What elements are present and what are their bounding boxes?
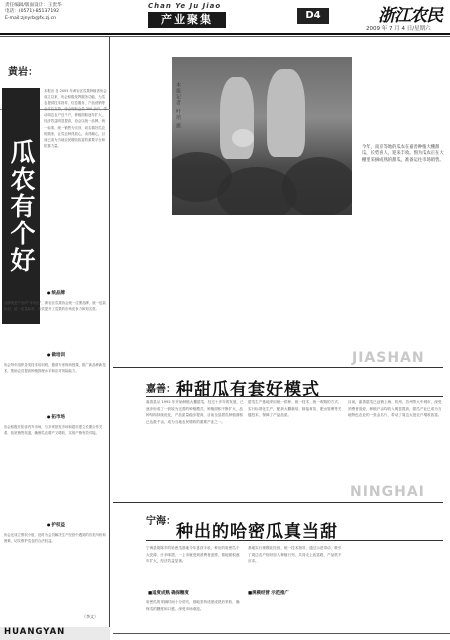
melon-photo	[172, 57, 352, 215]
left-subhead-4: ● 护权益	[34, 522, 78, 530]
left-region-tag: 黄岩：	[8, 67, 38, 78]
photo-credit: 本报记者 叶培 摄	[175, 82, 181, 130]
footer-rule	[113, 633, 450, 634]
left-text-4: 协会还成立维权小组，及时为会员解决生产经营中遇到的各类纠纷和困难，切实维护瓜农的合法权益。	[4, 533, 106, 544]
left-byline: （李文）	[82, 614, 98, 619]
responsible-editor: 责任编辑/版面设计：王贵华	[5, 3, 62, 8]
story1-kicker: JIASHAN	[352, 350, 425, 366]
story2-col-2: 基地实行规模化经营，统一技术指导，通过示范带动，吸引了周边农户纷纷加入种植行列，共同走上致富路，产品供不应求。	[248, 546, 342, 564]
left-text-2: 协会每年组织各类技术培训班，邀请专家现场授课，推广新品种新技术，帮助会员提高种植管理水平和应对风险能力。	[4, 363, 106, 374]
story2-rule	[113, 502, 443, 503]
issue-date: 2009 年 7 月 4 日/星期六	[366, 26, 431, 32]
left-subhead-3: ● 拓市场	[34, 414, 78, 422]
story2-headline-rule	[146, 540, 443, 541]
story2-headline: 种出的哈密瓜真当甜	[176, 522, 338, 542]
story2-col-3	[348, 545, 444, 631]
story1-headline-rule	[146, 396, 443, 397]
story2-subhead-2: ■ 规模经营 示范推广	[248, 590, 289, 596]
left-text-3: 协会积极开拓省内外市场，与多家批发市场和超市建立长期合作关系，拓宽销售渠道，确保瓜农增产又增收，实现产销有效对接。	[4, 425, 103, 436]
page-header	[0, 0, 450, 34]
story2-col-1b: 哈密瓜的采摘时间十分讲究，基地坚持适度成熟后采收，确保瓜的糖度和口感，深受市场欢迎。	[146, 600, 240, 611]
left-footer-label: HUANGYAN	[4, 627, 66, 637]
story1-col-1: 嘉善县从 1992 年开始种植大棚甜瓜，经过十多年的发展，已逐步形成了一套较为完善的种植模式，种植面积不断扩大，品种结构持续优化，产品质量稳步提高，目前全县甜瓜种植面积已达数千亩，成为当地农民增收的重要产业之一。	[146, 400, 244, 424]
story1-col-3: 目前，嘉善甜瓜已远销上海、杭州、苏州等大中城市，深受消费者喜爱，种植户亩均收入明显提高，甜瓜产业已成为当地特色农业的一张金名片，带动了周边大批农户增收致富。	[348, 400, 442, 418]
story1-region: 嘉善：	[146, 384, 176, 395]
photo-caption: 今年，南京等地的瓜农在嘉善种植大棚甜瓜，长势喜人，迎来丰收。图为瓜农正在大棚里采摘成熟的甜瓜，准备运往市场销售。	[362, 145, 444, 163]
left-headline	[2, 88, 40, 324]
section-name: 产业聚集	[148, 12, 226, 28]
story2-region: 宁海：	[146, 516, 176, 527]
left-headline-line1: 瓜农有个好	[7, 138, 36, 274]
story2-kicker: NINGHAI	[350, 484, 425, 500]
left-intro-text: 本报讯 自 2005 年黄岩区瓜果种植者协会成立以来，协会积极发挥服务功能，为瓜农提供技术指导、信息服务、产品营销等全方位支持，协会现有会员 300 余户，带动周边农户近千户，种植面积逐年扩大，经济效益明显提高，协会以统一品牌、统一标准、统一销售为宗旨，切实做好瓜农的娘家，让瓜农种得放心，卖得顺心，目前已成为当地农民增收致富的重要平台和依靠力量。	[44, 89, 107, 148]
left-text-1: 品牌就是产品的“身份证”，黄岩区瓜果协会统一注册品牌，统一包装标识，统一质量标准，有效提升了瓜果的市场竞争力和知名度。	[4, 301, 106, 312]
left-footer	[0, 627, 110, 640]
left-subhead-2: ● 做培训	[34, 352, 78, 360]
masthead: 浙江农民	[378, 6, 442, 26]
story1-headline: 种甜瓜有套好模式	[176, 380, 320, 400]
header-rule	[0, 33, 450, 35]
section-pinyin: Chan Ye Ju Jiao	[148, 2, 222, 10]
editor-info	[5, 3, 62, 22]
header-subrule	[0, 36, 450, 37]
email: E-mail:zjnyrb@fx.zj.cn	[5, 15, 57, 21]
story2-subhead-1: ■ 适度成熟 确保糖度	[148, 590, 189, 596]
story2-col-1: 宁海县胡陈乡的哈密瓜基地今年喜获丰收，种出的哈密瓜个大皮薄、汁多味甜，一上市就受到消费者追捧，基地面积逐年扩大，经济效益显著。	[146, 546, 240, 564]
story1-rule	[113, 367, 443, 368]
left-subhead-1: ● 统品牌	[34, 290, 78, 298]
phone: 电话：(0571)-85137192	[5, 9, 60, 15]
page-number: D4	[297, 8, 329, 24]
story1-col-2: 甜瓜生产基地采用统一供种、统一技术、统一收购的方式，实行标准化生产，配套大棚栽培、嫁接育苗、肥水管理等关键技术，保障了产品品质。	[248, 400, 342, 418]
